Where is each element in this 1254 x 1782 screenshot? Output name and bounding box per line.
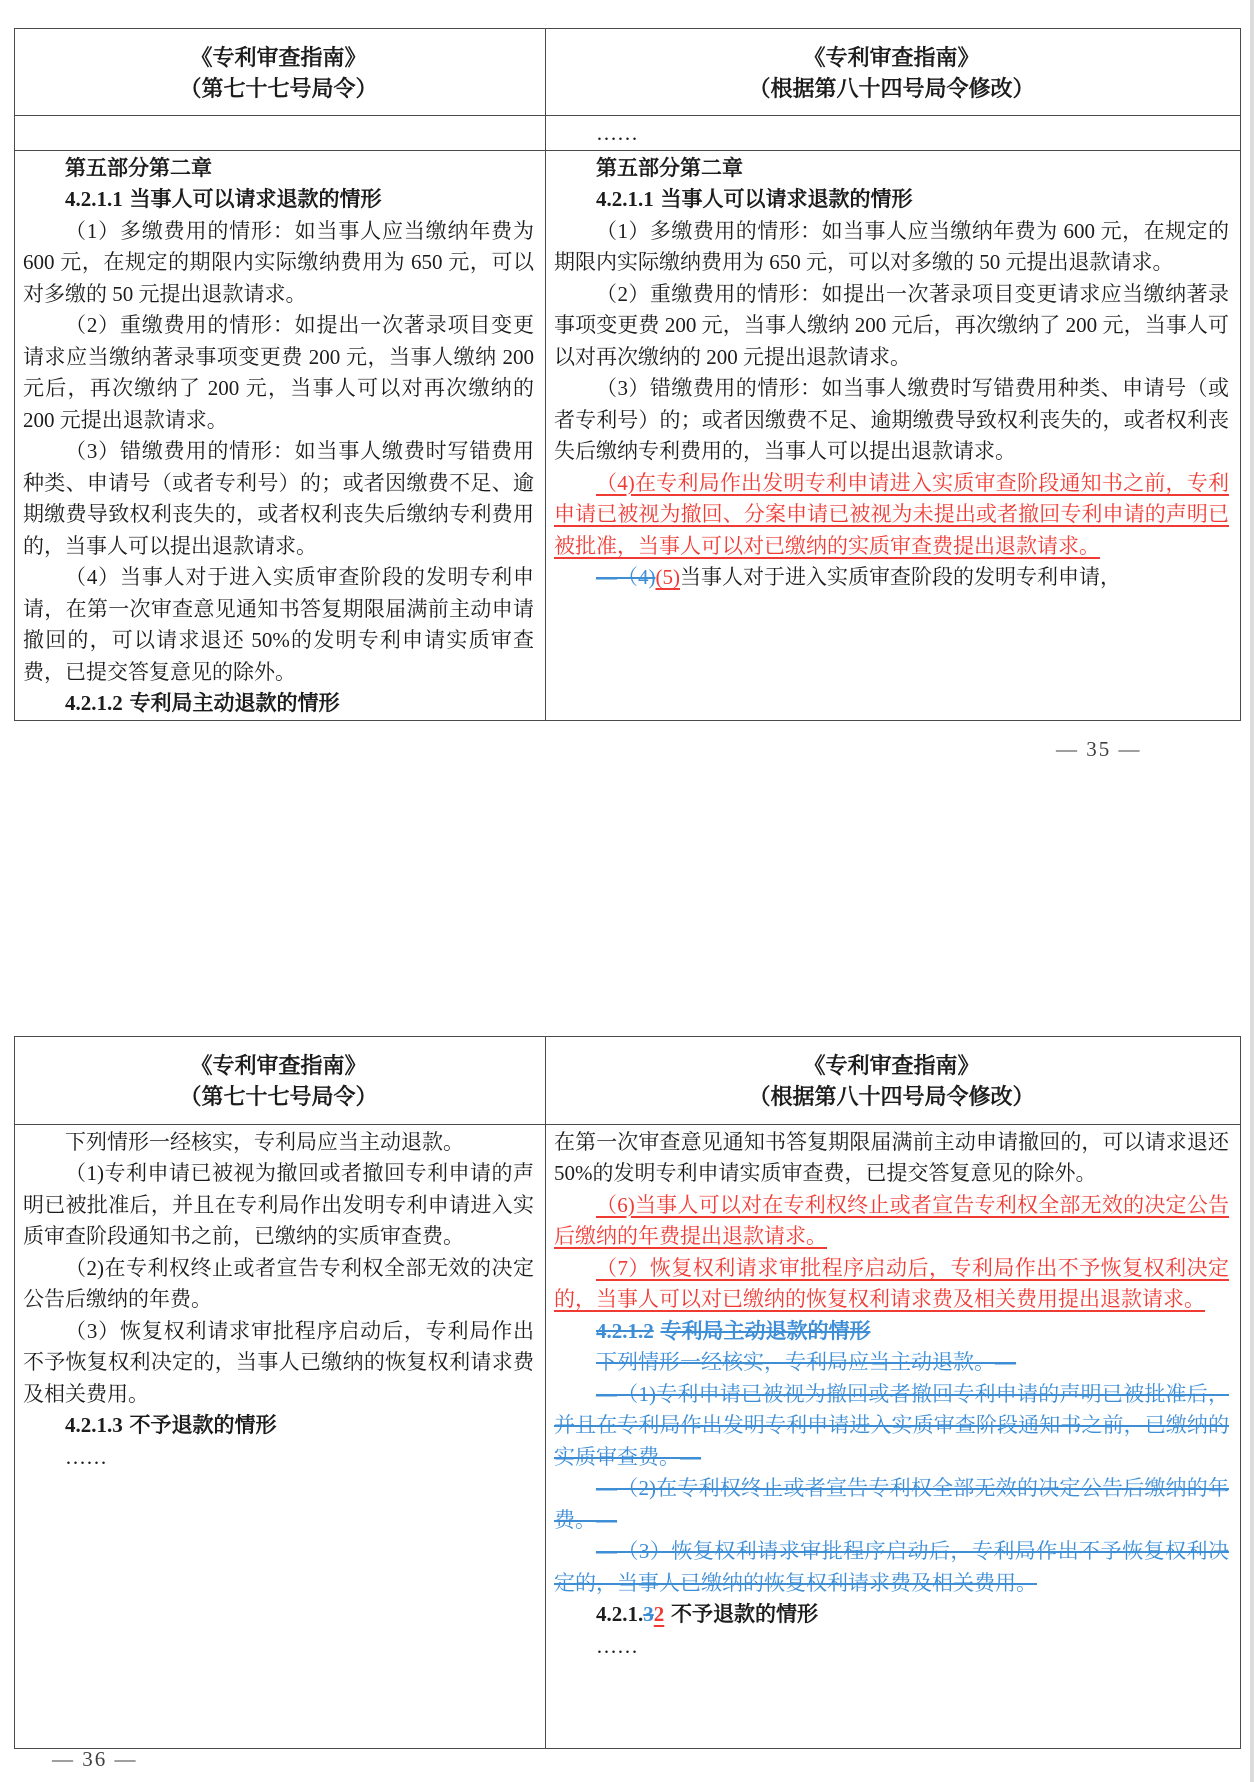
scan-edge-shadow	[1250, 0, 1254, 1782]
table2-header-new	[546, 1036, 1241, 1124]
heading-4212-old: 4.2.1.2 专利局主动退款的情形	[65, 691, 340, 715]
renumbered-heading-4212: 4.2.1.32 不予退款的情形	[596, 1602, 818, 1626]
paragraph-3-old: （3）恢复权利请求审批程序启动后，专利局作出不予恢复权利决定的，当事人已缴纳的恢复权利请求费及相关费用。	[23, 1318, 534, 1406]
table1-body-old	[15, 150, 546, 720]
header-new-title: 《专利审查指南》	[803, 1053, 980, 1078]
section-heading: 第五部分第二章	[596, 156, 743, 180]
paragraph-2-old: （2)在专利权终止或者宣告专利权全部无效的决定公告后缴纳的年费。	[23, 1255, 534, 1311]
ellipsis-text: ……	[65, 1444, 107, 1469]
paragraph-4-old: （4）当事人对于进入实质审查阶段的发明专利申请，在第一次审查意见通知书答复期限届满前主动申请撤回的，可以请求退还 50%的发明专利申请实质审查费，已提交答复意见的除外。	[23, 565, 534, 684]
page-number-36: — 36 —	[52, 1747, 138, 1771]
ellipsis-cell-new	[546, 116, 1241, 151]
paragraph-2-new: （2）重缴费用的情形：如提出一次著录项目变更请求应当缴纳著录事项变更费 200 元，当事人缴纳 200 元后，再次缴纳了 200 元，当事人可以对再次缴纳的 200 元提出退款请求。	[554, 281, 1229, 369]
inserted-paragraph-7: （7）恢复权利请求审批程序启动后，专利局作出不予恢复权利决定的，当事人可以对已缴纳的恢复权利请求费及相关费用提出退款请求。	[554, 1255, 1229, 1311]
inserted-digit: 2	[653, 1602, 665, 1626]
table2-body-old	[15, 1124, 546, 1748]
inserted-paragraph-4: （4)在专利局作出发明专利申请进入实质审查阶段通知书之前，专利申请已被视为撤回、分案申请已被视为未提出或者撤回专利申请的声明已被批准，当事人可以对已缴纳的实质审查费提出退款请求。	[554, 470, 1229, 558]
deleted-paragraph-3: — （3）恢复权利请求审批程序启动后，专利局作出不予恢复权利决定的，当事人已缴纳的恢复权利请求费及相关费用。	[554, 1536, 1229, 1599]
ellipsis-cell-old	[15, 116, 546, 151]
comparison-table-page36	[14, 1036, 1241, 1749]
comparison-table-page35	[14, 28, 1241, 721]
paragraph-1-old: （1)专利申请已被视为撤回或者撤回专利申请的声明已被批准后，并且在专利局作出发明专利申请进入实质审查阶段通知书之前，已缴纳的实质审查费。	[23, 1161, 534, 1248]
table2-header-row	[15, 1036, 1241, 1124]
header-old-title: 《专利审查指南》	[190, 1053, 367, 1078]
header-new-title: 《专利审查指南》	[803, 45, 980, 70]
paragraph-1-old: （1）多缴费用的情形：如当事人应当缴纳年费为 600 元，在规定的期限内实际缴纳费用为 650 元，可以对多缴的 50 元提出退款请求。	[23, 218, 534, 306]
paragraph-0-old: 下列情形一经核实，专利局应当主动退款。	[65, 1129, 464, 1154]
table1-header-new	[546, 29, 1241, 116]
header-new-subtitle: （根据第八十四号局令修改）	[748, 1084, 1035, 1109]
inserted-number: (5)	[655, 565, 680, 589]
table1-header-old	[15, 29, 546, 116]
header-old-title: 《专利审查指南》	[190, 45, 367, 70]
table1-body-new	[546, 150, 1241, 720]
paragraph-3-old: （3）错缴费用的情形：如当事人缴费时写错费用种类、申请号（或者专利号）的；或者因缴费不足、逾期缴费导致权利丧失的，或者权利丧失后缴纳专利费用的，当事人可以提出退款请求。	[23, 439, 534, 558]
table2-body-new	[546, 1124, 1241, 1748]
header-old-subtitle: （第七十七号局令）	[179, 76, 378, 101]
page-number-35: — 35 —	[1056, 737, 1142, 761]
table1-body-row	[15, 150, 1241, 720]
table1-ellipsis-row	[15, 116, 1241, 151]
section-heading: 第五部分第二章	[65, 156, 212, 180]
header-new-subtitle: （根据第八十四号局令修改）	[748, 76, 1035, 101]
table2-header-old	[15, 1036, 546, 1124]
renumbered-paragraph-5: — （4)(5)当事人对于进入实质审查阶段的发明专利申请，	[554, 562, 1229, 594]
heading-4211-old: 4.2.1.1 当事人可以请求退款的情形	[65, 187, 382, 211]
table1-header-row	[15, 29, 1241, 116]
deleted-paragraph-1: — （1)专利申请已被视为撤回或者撤回专利申请的声明已被批准后，并且在专利局作出发明专利申请进入实质审查阶段通知书之前，已缴纳的实质审查费。 —	[554, 1379, 1229, 1474]
header-old-subtitle: （第七十七号局令）	[179, 1084, 378, 1109]
deleted-paragraph-2: — （2)在专利权终止或者宣告专利权全部无效的决定公告后缴纳的年费。 —	[554, 1473, 1229, 1536]
deleted-digit: 3	[643, 1602, 654, 1626]
deleted-heading-4212: 4.2.1.2 专利局主动退款的情形	[596, 1318, 871, 1343]
table2-body-row	[15, 1124, 1241, 1748]
paragraph-1-new: （1）多缴费用的情形：如当事人应当缴纳年费为 600 元，在规定的期限内实际缴纳费用为 650 元，可以对多缴的 50 元提出退款请求。	[554, 218, 1229, 274]
ellipsis-text: ……	[596, 1633, 638, 1658]
paragraph-3-new: （3）错缴费用的情形：如当事人缴费时写错费用种类、申请号（或者专利号）的；或者因缴费不足、逾期缴费导致权利丧失的，或者权利丧失后缴纳专利费用的，当事人可以提出退款请求。	[554, 376, 1229, 463]
heading-4213-old: 4.2.1.3 不予退款的情形	[65, 1413, 277, 1437]
deleted-number: — （4)	[596, 565, 656, 589]
paragraph-2-old: （2）重缴费用的情形：如提出一次著录项目变更请求应当缴纳著录事项变更费 200 元，当事人缴纳 200 元后，再次缴纳了 200 元，当事人可以对再次缴纳的 200 元提出退款请求。	[23, 313, 534, 432]
continuation-paragraph: 在第一次审查意见通知书答复期限届满前主动申请撤回的，可以请求退还 50%的发明专利申请实质审查费，已提交答复意见的除外。	[554, 1129, 1229, 1185]
inserted-paragraph-6: （6)当事人可以对在专利权终止或者宣告专利权全部无效的决定公告后缴纳的年费提出退款请求。	[554, 1192, 1229, 1248]
heading-4211-new: 4.2.1.1 当事人可以请求退款的情形	[596, 187, 913, 211]
deleted-paragraph-0: 下列情形一经核实，专利局应当主动退款。 —	[554, 1347, 1229, 1379]
ellipsis-text: ……	[596, 121, 638, 145]
